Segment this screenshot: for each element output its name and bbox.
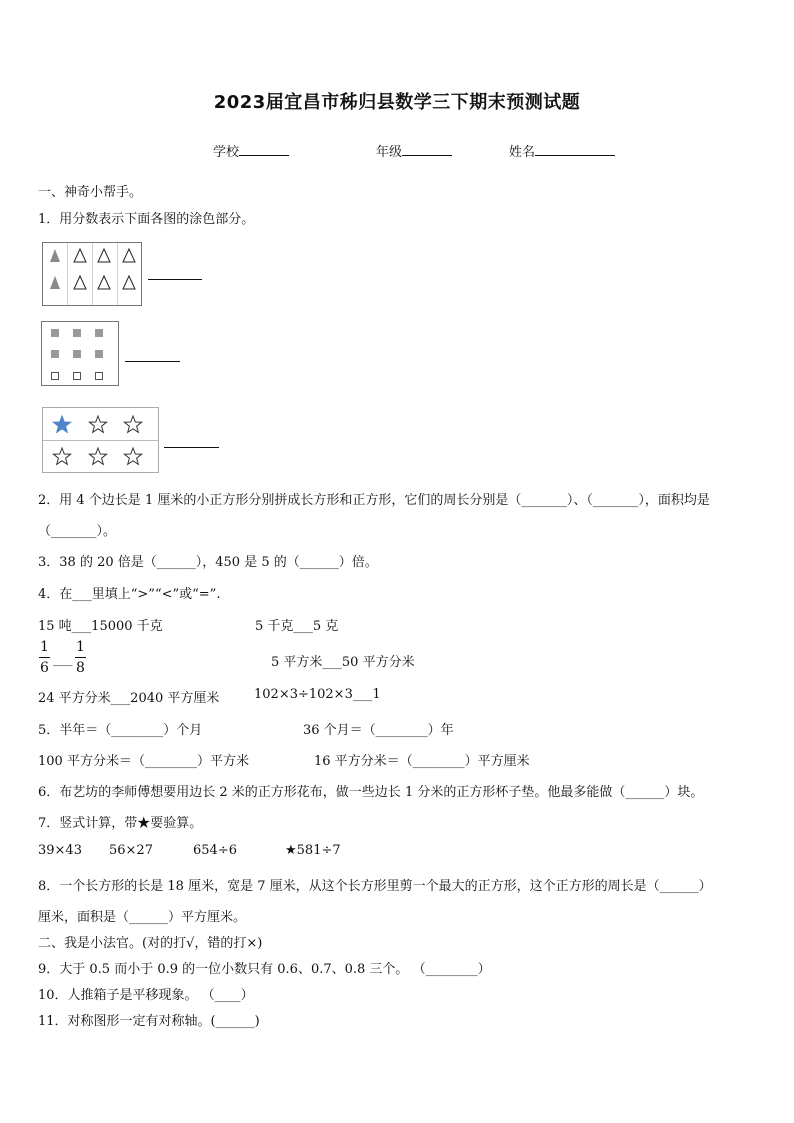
triangle-grid-figure xyxy=(42,242,142,306)
calc-item-1: 39×43 xyxy=(38,843,82,858)
fraction-compare-blank[interactable]: ___ xyxy=(53,652,73,667)
question-5-item-1: 5．半年＝（________）个月 xyxy=(38,723,203,738)
q4-item-4: 5 平方米___50 平方分米 xyxy=(271,655,415,670)
grade-label: 年级 xyxy=(376,145,403,160)
calc-item-4: ★581÷7 xyxy=(285,843,341,858)
name-field[interactable] xyxy=(509,141,615,160)
fraction-one-sixth: 1 6 xyxy=(40,639,49,676)
grade-field[interactable] xyxy=(376,141,452,160)
fraction-one-eighth: 1 8 xyxy=(76,639,85,676)
squares-grid-figure xyxy=(41,321,119,386)
section-2-heading: 二、我是小法官。(对的打√，错的打×) xyxy=(38,936,263,951)
calc-item-3: 654÷6 xyxy=(193,843,237,858)
question-11: 11．对称图形一定有对称轴。(______) xyxy=(38,1014,260,1029)
triangles-icon xyxy=(43,243,143,305)
question-8-line-2: 厘米，面积是（______）平方厘米。 xyxy=(38,910,247,925)
q4-item-2: 5 千克___5 克 xyxy=(255,619,339,634)
question-5-item-2: 36 个月＝（________）年 xyxy=(303,723,454,738)
question-7: 7．竖式计算，带★要验算。 xyxy=(38,816,203,831)
question-5-item-3: 100 平方分米＝（________）平方米 xyxy=(38,754,249,769)
question-9: 9．大于 0.5 而小于 0.9 的一位小数只有 0.6、0.7、0.8 三个。 （________） xyxy=(38,962,491,977)
question-5-item-4: 16 平方分米＝（________）平方厘米 xyxy=(314,754,530,769)
question-2-line-2: （_______）。 xyxy=(38,524,117,539)
school-blank[interactable] xyxy=(239,142,289,156)
answer-blank-1c[interactable] xyxy=(164,447,219,448)
q4-item-5: 24 平方分米___2040 平方厘米 xyxy=(38,691,220,706)
section-1-heading: 一、神奇小帮手。 xyxy=(38,185,143,200)
question-4: 4．在___里填上“>”“<”或“=”. xyxy=(38,587,221,602)
grade-blank[interactable] xyxy=(402,142,452,156)
name-blank[interactable] xyxy=(535,142,615,156)
calc-item-2: 56×27 xyxy=(109,843,153,858)
stars-icon xyxy=(43,408,158,472)
stars-grid-figure xyxy=(42,407,159,473)
question-3: 3．38 的 20 倍是（______），450 是 5 的（______）倍。 xyxy=(38,555,378,570)
name-label: 姓名 xyxy=(509,145,536,160)
question-6: 6．布艺坊的李师傅想要用边长 2 米的正方形花布，做一些边长 1 分米的正方形杯子垫。他最多能做（______）块。 xyxy=(38,785,704,800)
q4-item-1: 15 吨___15000 千克 xyxy=(38,619,163,634)
page-title: 2023届宜昌市秭归县数学三下期末预测试题 xyxy=(213,92,581,113)
q4-item-6: 102×3÷102×3___1 xyxy=(254,687,381,702)
answer-blank-1a[interactable] xyxy=(148,279,202,280)
question-2-line-1: 2．用 4 个边长是 1 厘米的小正方形分别拼成长方形和正方形，它们的周长分别是（_______）、（_______），面积均是 xyxy=(38,493,710,508)
school-field[interactable] xyxy=(213,141,289,160)
question-1: 1．用分数表示下面各图的涂色部分。 xyxy=(38,212,255,227)
answer-blank-1b[interactable] xyxy=(125,361,180,362)
school-label: 学校 xyxy=(213,145,240,160)
question-8-line-1: 8．一个长方形的长是 18 厘米，宽是 7 厘米，从这个长方形里剪一个最大的正方形，这个正方形的周长是（______） xyxy=(38,879,712,894)
question-10: 10．人推箱子是平移现象。 （____） xyxy=(38,988,254,1003)
